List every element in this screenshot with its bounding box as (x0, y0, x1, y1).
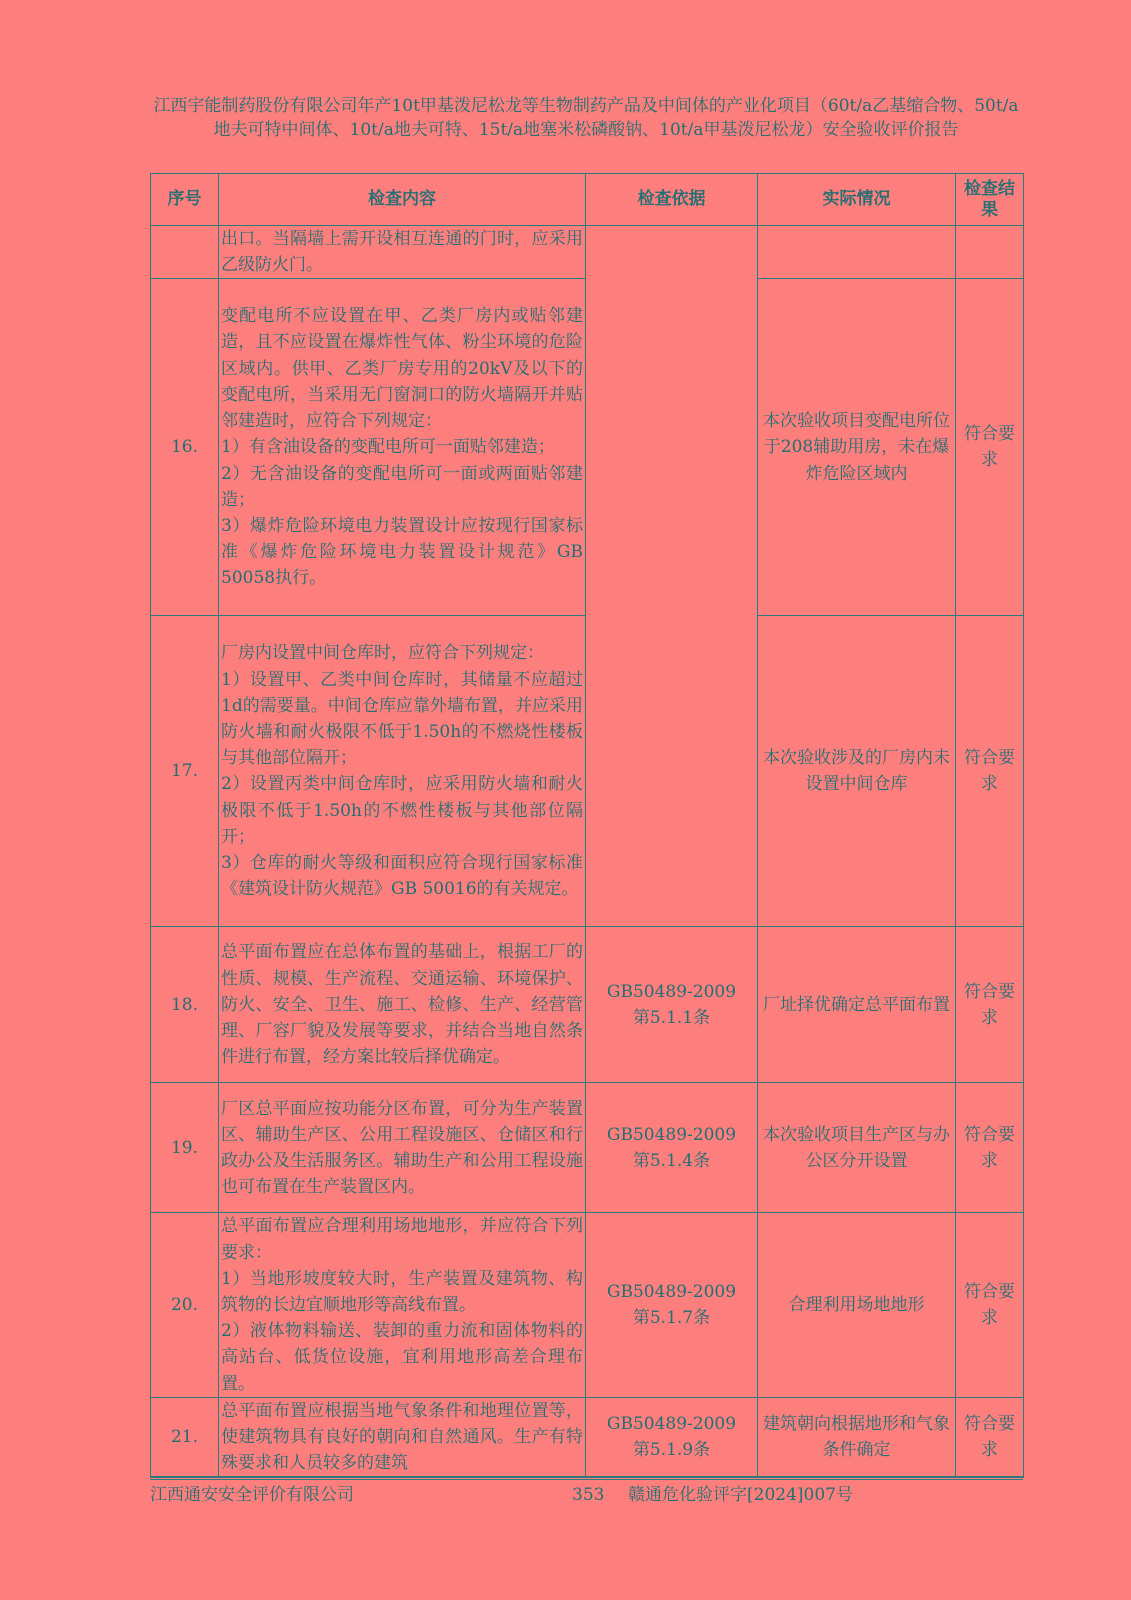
row-content: 出口。当隔墙上需开设相互连通的门时，应采用乙级防火门。 (219, 226, 586, 279)
row-content-text: 总平面布置应合理利用场地地形，并应符合下列要求： 1）当地形坡度较大时，生产装置及建筑物、构筑物的长边宜顺地形等高线布置。 2）液体物料输送、装卸的重力流和固体物料的高站台、低货位设施，宜利用地形高差合理布置。 (221, 1216, 583, 1394)
column-header-result: 检查结果 (956, 174, 1024, 226)
row-basis (586, 1213, 758, 1397)
row-content (219, 1213, 586, 1397)
footer-doc-number: 赣通危化验评字[2024]007号 (628, 1485, 853, 1505)
row-actual: 合理利用场地地形 (758, 1213, 956, 1397)
row-actual: 厂址择优确定总平面布置 (758, 927, 956, 1083)
row-result: 符合要求 (956, 1083, 1024, 1213)
row-result: 符合要求 (956, 279, 1024, 616)
footer-divider-secondary (150, 1479, 1023, 1480)
row-actual: 本次验收涉及的厂房内未设置中间仓库 (758, 616, 956, 927)
row-actual: 本次验收项目生产区与办公区分开设置 (758, 1083, 956, 1213)
row-result: 符合要求 (956, 1213, 1024, 1397)
column-header-basis: 检查依据 (586, 174, 758, 226)
row-seq: 18. (151, 927, 219, 1083)
row-basis-text: GB50489-2009 第5.1.7条 (606, 1281, 737, 1329)
row-basis-text: GB50489-2009 第5.1.1条 (606, 981, 737, 1028)
row-actual (758, 226, 956, 279)
row-result: 符合要求 (956, 1397, 1024, 1477)
row-seq: 20. (151, 1213, 219, 1397)
row-result: 符合要求 (956, 616, 1024, 927)
row-seq: 19. (151, 1083, 219, 1213)
row-content: 总平面布置应根据当地气象条件和地理位置等，使建筑物具有良好的朝向和自然通风。生产有特殊要求和人员较多的建筑 (219, 1397, 586, 1477)
page-title: 江西宇能制药股份有限公司年产10t甲基泼尼松龙等生物制药产品及中间体的产业化项目（60t/a乙基缩合物、50t/a地夫可特中间体、10t/a地夫可特、15t/a地塞米松磷酸钠、10t/a甲基泼尼松龙）安全验收评价报告 (153, 96, 1019, 140)
row-basis-text: GB50489-2009 第5.1.4条 (606, 1124, 737, 1171)
row-content (219, 616, 586, 927)
table-row (151, 927, 1024, 1083)
row-basis (586, 927, 758, 1083)
row-basis (586, 1397, 758, 1477)
table-row (151, 1213, 1024, 1397)
column-header-seq: 序号 (151, 174, 219, 226)
row-content: 厂区总平面应按功能分区布置，可分为生产装置区、辅助生产区、公用工程设施区、仓储区和行政办公及生活服务区。辅助生产和公用工程设施也可布置在生产装置区内。 (219, 1083, 586, 1213)
table-header-row (151, 174, 1024, 226)
table-row (151, 226, 1024, 279)
inspection-table (150, 173, 1024, 1478)
row-basis (586, 1083, 758, 1213)
footer-company: 江西通安安全评价有限公司 (150, 1485, 354, 1505)
footer-divider (150, 1476, 1023, 1477)
row-seq: 21. (151, 1397, 219, 1477)
row-basis-text: GB50489-2009 第5.1.9条 (606, 1414, 737, 1461)
row-seq: 17. (151, 616, 219, 927)
row-content-text: 变配电所不应设置在甲、乙类厂房内或贴邻建造，且不应设置在爆炸性气体、粉尘环境的危险区域内。供甲、乙类厂房专用的20kV及以下的变配电所，当采用无门窗洞口的防火墙隔开并贴邻建造时，应符合下列规定： 1）有含油设备的变配电所可一面贴邻建造； 2）无含油设备的变配电所可一面或两面贴邻建造； 3）爆炸危险环境电力装置设计应按现行国家标准《爆炸危险环境电力装置设计规范》GB 50058执行。 (221, 306, 583, 589)
row-basis (586, 226, 758, 927)
table-row (151, 1083, 1024, 1213)
row-content: 总平面布置应在总体布置的基础上，根据工厂的性质、规模、生产流程、交通运输、环境保护、防火、安全、卫生、施工、检修、生产、经营管理、厂容厂貌及发展等要求，并结合当地自然条件进行布置，经方案比较后择优确定。 (219, 927, 586, 1083)
row-seq (151, 226, 219, 279)
row-result: 符合要求 (956, 927, 1024, 1083)
column-header-content: 检查内容 (219, 174, 586, 226)
row-seq: 16. (151, 279, 219, 616)
row-actual: 本次验收项目变配电所位于208辅助用房，未在爆炸危险区域内 (758, 279, 956, 616)
row-actual: 建筑朝向根据地形和气象条件确定 (758, 1397, 956, 1477)
row-content-text: 厂房内设置中间仓库时，应符合下列规定： 1）设置甲、乙类中间仓库时，其储量不应超过1d的需要量。中间仓库应靠外墙布置，并应采用防火墙和耐火极限不低于1.50h的不燃烧性楼板与其他部位隔开； 2）设置丙类中间仓库时，应采用防火墙和耐火极限不低于1.50h的不燃性楼板与其他部位隔开； 3）仓库的耐火等级和面积应符合现行国家标准《建筑设计防火规范》GB 50016的有关规定。 (221, 643, 583, 900)
row-result (956, 226, 1024, 279)
footer-page-number: 353 (572, 1485, 605, 1505)
table-row (151, 1397, 1024, 1477)
column-header-actual: 实际情况 (758, 174, 956, 226)
row-content (219, 279, 586, 616)
